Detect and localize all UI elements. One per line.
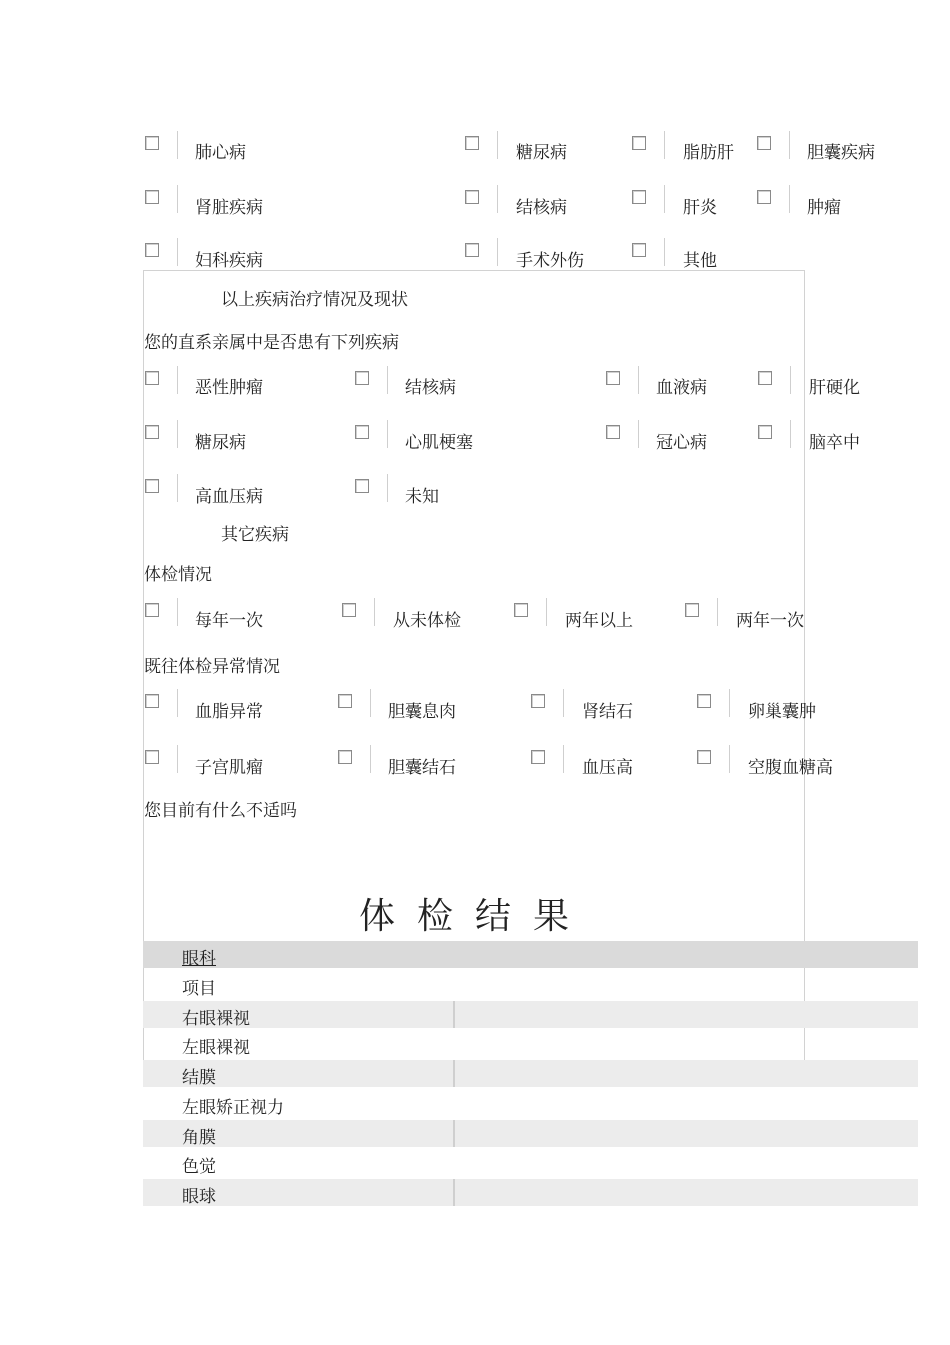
checkbox-label: 两年一次 [736,611,804,631]
checkbox-label: 肾结石 [582,702,633,722]
checkbox-label: 血脂异常 [195,702,263,722]
table-row [143,1001,918,1028]
checkbox-label: 血液病 [656,378,707,398]
checkbox-tangniaobing[interactable] [465,136,479,150]
checkbox-label: 子宫肌瘤 [195,758,263,778]
checkbox-xinjigengsai[interactable] [355,425,369,439]
checkbox-shenjieshi[interactable] [531,694,545,708]
checkbox-shoushuwaishang[interactable] [465,243,479,257]
checkbox-label: 每年一次 [195,611,263,631]
checkbox-xueyebing[interactable] [606,371,620,385]
column-divider [453,1179,455,1206]
checkbox-ganyan[interactable] [632,190,646,204]
checkbox-zhongliu[interactable] [757,190,771,204]
checkbox-zhifanggan[interactable] [632,136,646,150]
checkbox-dannangxirou[interactable] [338,694,352,708]
checkbox-liangnianyishang[interactable] [514,603,528,617]
result-title: 体检结果 [358,896,591,937]
checkbox-xueyagao[interactable] [531,750,545,764]
checkbox-liangnianyici[interactable] [685,603,699,617]
checkbox-label: 两年以上 [565,611,633,631]
checkbox-qita[interactable] [632,243,646,257]
table-row [143,1060,918,1087]
checkbox-feixinbing[interactable] [145,136,159,150]
section-label: 眼科 [182,949,216,969]
checkbox-luanchaonangzhong[interactable] [697,694,711,708]
checkbox-zigongjiliu[interactable] [145,750,159,764]
table-row [143,1179,918,1206]
checkbox-fukejibing[interactable] [145,243,159,257]
checkbox-label: 结核病 [405,378,456,398]
checkbox-label: 脑卒中 [809,433,860,453]
checkbox-jiehebing[interactable] [465,190,479,204]
checkbox-label: 肿瘤 [807,198,841,218]
checkbox-xuezhiyichang[interactable] [145,694,159,708]
checkbox-label: 妇科疾病 [195,251,263,271]
other-disease-label: 其它疾病 [221,525,289,545]
checkbox-label: 恶性肿瘤 [195,378,263,398]
checkbox-guanxinbing[interactable] [606,425,620,439]
checkbox-label: 糖尿病 [516,143,567,163]
checkbox-dannangjibing[interactable] [757,136,771,150]
table-row [143,1120,918,1147]
table-row [143,971,918,998]
checkbox-label: 肾脏疾病 [195,198,263,218]
row-label: 结膜 [182,1068,216,1088]
checkbox-label: 空腹血糖高 [748,758,833,778]
checkbox-jiehebing-family[interactable] [355,371,369,385]
row-label: 右眼裸视 [182,1009,250,1029]
row-label: 色觉 [182,1157,216,1177]
table-row [143,1149,918,1176]
checkbox-exingzhongliu[interactable] [145,371,159,385]
checkbox-label: 心肌梗塞 [405,433,473,453]
checkbox-label: 肝硬化 [809,378,860,398]
checkbox-kongfuxuetanggao[interactable] [697,750,711,764]
checkbox-naocuzhong[interactable] [758,425,772,439]
checkbox-label: 血压高 [582,758,633,778]
checkbox-label: 结核病 [516,198,567,218]
row-label: 项目 [182,979,216,999]
row-label: 眼球 [182,1187,216,1207]
checkbox-label: 其他 [683,251,717,271]
column-divider [453,1120,455,1147]
table-row [143,1090,918,1117]
checkbox-label: 未知 [405,487,439,507]
checkbox-label: 胆囊疾病 [807,143,875,163]
checkbox-tangniaobing-family[interactable] [145,425,159,439]
checkbox-shenzangjibing[interactable] [145,190,159,204]
abnormal-heading: 既往体检异常情况 [144,657,280,677]
checkbox-label: 脂肪肝 [683,143,734,163]
checkbox-label: 卵巢囊肿 [748,702,816,722]
checkbox-label: 肝炎 [683,198,717,218]
checkbox-label: 肺心病 [195,143,246,163]
checkbox-label: 胆囊息肉 [388,702,456,722]
checkup-heading: 体检情况 [144,565,212,585]
checkbox-weizhi[interactable] [355,479,369,493]
treatment-label: 以上疾病治疗情况及现状 [221,290,408,310]
checkbox-label: 胆囊结石 [388,758,456,778]
row-label: 左眼裸视 [182,1038,250,1058]
checkbox-label: 糖尿病 [195,433,246,453]
checkbox-label: 手术外伤 [516,251,584,271]
column-divider [453,1060,455,1087]
checkbox-ganyinghua[interactable] [758,371,772,385]
checkbox-label: 从未体检 [393,611,461,631]
checkbox-label: 冠心病 [656,433,707,453]
checkbox-meinianyici[interactable] [145,603,159,617]
table-row [143,1030,918,1057]
table-section-header [143,941,918,968]
checkbox-label: 高血压病 [195,487,263,507]
column-divider [453,1001,455,1028]
checkbox-dannangjieshi[interactable] [338,750,352,764]
row-label: 角膜 [182,1128,216,1148]
family-history-heading: 您的直系亲属中是否患有下列疾病 [144,333,399,353]
row-label: 左眼矫正视力 [182,1098,284,1118]
checkbox-gaoxueyabing[interactable] [145,479,159,493]
checkbox-congweitijian[interactable] [342,603,356,617]
discomfort-label: 您目前有什么不适吗 [144,801,297,821]
